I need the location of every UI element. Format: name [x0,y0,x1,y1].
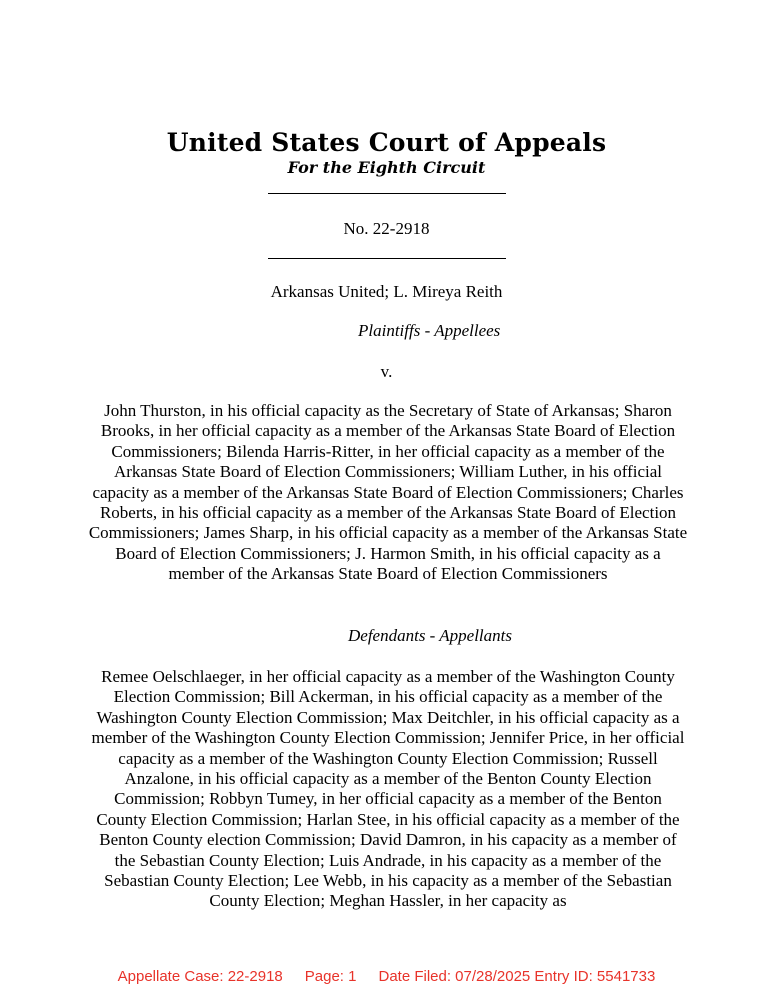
additional-defendants: Remee Oelschlaeger, in her official capacity as a member of the Washington County Election Commission; Bill Ackerman, in his official capacity as a member of the Washington County Election Commission; Max Deitchler, in his official capacity as a member of the Washington County Election Commission; Jennifer Price, in her official capacity as a member of the Washington County Election Commission; Russell Anzalone, in his official capacity as a member of the Benton County Election Commission; Robbyn Tumey, in her official capacity as a member of the Benton County Election Commission; Harlan Stee, in his official capacity as a member of the Benton County election Commission; David Damron, in his capacity as a member of the Sebastian County Election; Luis Andrade, in his capacity as a member of the Sebastian County Election; Lee Webb, in his capacity as a member of the Sebastian County Election; Meghan Hassler, in her capacity as [91,667,685,911]
defendants-role: Defendants - Appellants [348,626,512,645]
versus-marker: v. [380,362,393,381]
divider-top [268,193,506,194]
divider-bottom [268,258,506,259]
filing-footer [0,968,773,985]
plaintiffs-role: Plaintiffs - Appellees [358,321,501,340]
footer-date-filed: Date Filed: 07/28/2025 Entry ID: 5541733 [378,968,656,985]
footer-page-number: Page: 1 [304,968,357,985]
circuit-subtitle: For the Eighth Circuit [287,158,486,177]
court-title: United States Court of Appeals [166,128,607,157]
case-number: No. 22-2918 [343,219,430,238]
footer-case-number: Appellate Case: 22-2918 [117,968,283,985]
plaintiffs-names: Arkansas United; L. Mireya Reith [270,282,503,301]
defendants-names: John Thurston, in his official capacity as the Secretary of State of Arkansas; Sharon Brooks, in her official capacity as a member of the Arkansas State Board of Election Commissioners; Bilenda Harris-Ritter, in her official capacity as a member of the Arkansas State Board of Election Commissioners; William Luther, in his official capacity as a member of the Arkansas State Board of Election Commissioners; Charles Roberts, in his official capacity as a member of the Arkansas State Board of Election Commissioners; James Sharp, in his official capacity as a member of the Arkansas State Board of Election Commissioners; J. Harmon Smith, in his official capacity as a member of the Arkansas State Board of Election Commissioners [88,401,688,584]
